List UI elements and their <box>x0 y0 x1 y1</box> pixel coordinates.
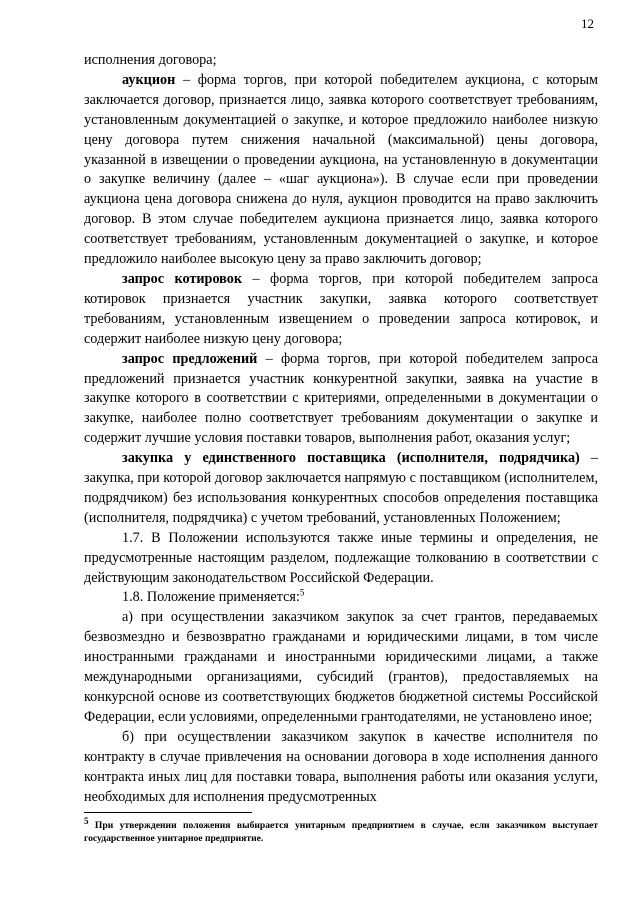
definition-auction <box>84 71 598 270</box>
page-body <box>84 51 598 807</box>
footnote-divider <box>84 812 252 813</box>
clause-1-8-text: 1.8. Положение применяется: <box>122 589 300 606</box>
paragraph-contract-execution: исполнения договора; <box>84 52 217 68</box>
definition-single-supplier <box>84 449 598 529</box>
definition-auction-text: – форма торгов, при которой победителем аукциона, с которым заключается договор, признается лицо, заявка которого соответствует требованиям, установленным документацией о закупке, и которое предложило наиболее низкую цену договора путем снижения начальной (максимальной) цены договора, указанной в извещении о проведении аукциона, на установленную в документации о закупке величину (далее – «шаг аукциона»). В случае если при проведении аукциона цена договора снижена до нуля, аукцион проводится на право заключить договор. В этом случае победителем аукциона признается лицо, заявка которого соответствует требованиям, установленным документацией о закупке, и которое предложило наиболее высокую цену за право заключить договор; <box>84 71 598 268</box>
term-quotation-request: запрос котировок <box>122 270 243 287</box>
term-auction: аукцион <box>122 71 176 88</box>
footnote-marker: 5 <box>84 815 89 826</box>
definition-quotation-request <box>84 270 598 350</box>
page-number: 12 <box>581 16 594 31</box>
definition-single-supplier-text: – закупка, при которой договор заключается напрямую с поставщиком (исполнителем, подрядчиком) без использования конкурентных способов определения поставщика (исполнителя, подрядчика) с учетом требований, установленных Положением; <box>84 450 599 526</box>
clause-1-7: 1.7. В Положении используются также иные термины и определения, не предусмотренные настоящим разделом, подлежащие толкованию в соответствии с действующим законодательством Российской Федерации. <box>84 529 598 586</box>
term-single-supplier: закупка у единственного поставщика (исполнителя, подрядчика) <box>122 450 580 467</box>
clause-1-8-a: а) при осуществлении заказчиком закупок за счет грантов, передаваемых безвозмездно и безвозвратно гражданами и юридическими лицами, в том числе иностранными гражданами и иностранными юридическими лицами, а также международными организациями, субсидий (грантов), предоставляемых на конкурсной основе из соответствующих бюджетов бюджетной системы Российской Федерации, если условиями, определенными грантодателями, не установлено иное; <box>84 609 598 725</box>
footnote <box>84 815 598 845</box>
footnote-text: При утверждении положения выбирается унитарным предприятием в случае, если заказчиком выступает государственное унитарное предприятие. <box>84 820 598 844</box>
definition-quotation-request-text: – форма торгов, при которой победителем запроса котировок признается участник закупки, заявка которого соответствует требованиям, установленным извещением о проведении запроса котировок, и содержит наиболее низкую цену договора; <box>84 270 598 347</box>
clause-1-8 <box>84 588 598 608</box>
definition-proposal-request-text: – форма торгов, при которой победителем запроса предложений признается участник конкурентной закупки, заявка на участие в закупке которого в соответствии с критериями, определенными в документации о закупке, наиболее полно соответствует требованиям документации о закупке и содержит лучшие условия поставки товаров, выполнения работ, оказания услуг; <box>84 350 598 447</box>
term-proposal-request: запрос предложений <box>122 350 258 367</box>
definition-proposal-request <box>84 350 598 450</box>
clause-1-8-b: б) при осуществлении заказчиком закупок в качестве исполнителя по контракту в случае привлечения на основании договора в ходе исполнения данного контракта иных лиц для поставки товара, выполнения работы или оказания услуги, необходимых для исполнения предусмотренных <box>84 728 598 805</box>
footnote-reference[interactable]: 5 <box>299 587 305 598</box>
